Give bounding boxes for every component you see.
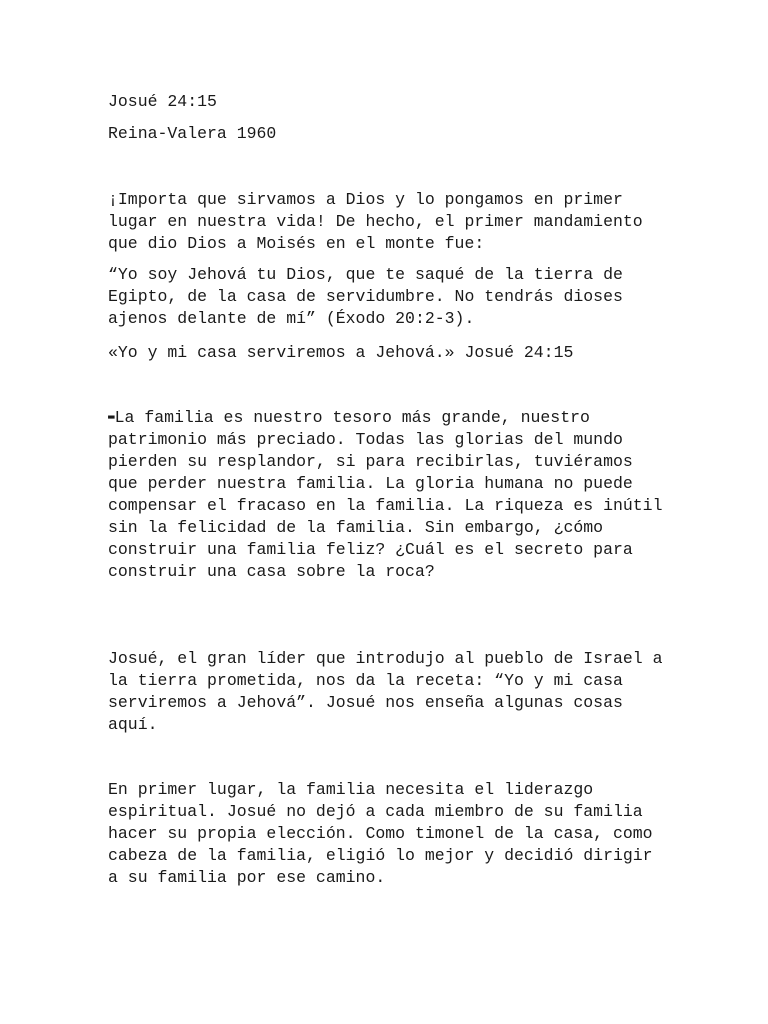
- exodus-quote-paragraph: “Yo soy Jehová tu Dios, que te saqué de la tierra de Egipto, de la casa de servidumbre. No tendrás dioses ajenos delante de mí” (Éxodo 20:2-3).: [108, 265, 623, 328]
- family-treasure-paragraph: [108, 406, 668, 583]
- family-treasure-text: La familia es nuestro tesoro más grande, nuestro patrimonio más preciado. Todas las glorias del mundo pierden su resplandor, si para recibirlas, tuviéramos que perder nuestra familia. La gloria humana no puede compensar el fracaso en la familia. La riqueza es inútil sin la felicidad de la familia. Sin embargo, ¿cómo construir una familia feliz? ¿Cuál es el secreto para construir una casa sobre la roca?: [108, 408, 663, 581]
- joshua-recipe-paragraph: Josué, el gran líder que introdujo al pueblo de Israel a la tierra prometida, nos da la receta: “Yo y mi casa serviremos a Jehová”. Josué nos enseña algunas cosas aquí.: [108, 649, 663, 734]
- intro-paragraph: ¡Importa que sirvamos a Dios y lo pongamos en primer lugar en nuestra vida! De hecho, el primer mandamiento que dio Dios a Moisés en el monte fue:: [108, 190, 643, 253]
- bible-version: Reina-Valera 1960: [108, 124, 277, 143]
- placeholder-glyph-icon: ▬: [108, 410, 115, 423]
- spiritual-leadership-paragraph: En primer lugar, la familia necesita el liderazgo espiritual. Josué no dejó a cada miembro de su familia hacer su propia elección. Como timonel de la casa, como cabeza de la familia, eligió lo mejor y decidió dirigir a su familia por ese camino.: [108, 780, 653, 887]
- key-verse-paragraph: «Yo y mi casa serviremos a Jehová.» Josué 24:15: [108, 343, 574, 362]
- scripture-reference: Josué 24:15: [108, 92, 217, 111]
